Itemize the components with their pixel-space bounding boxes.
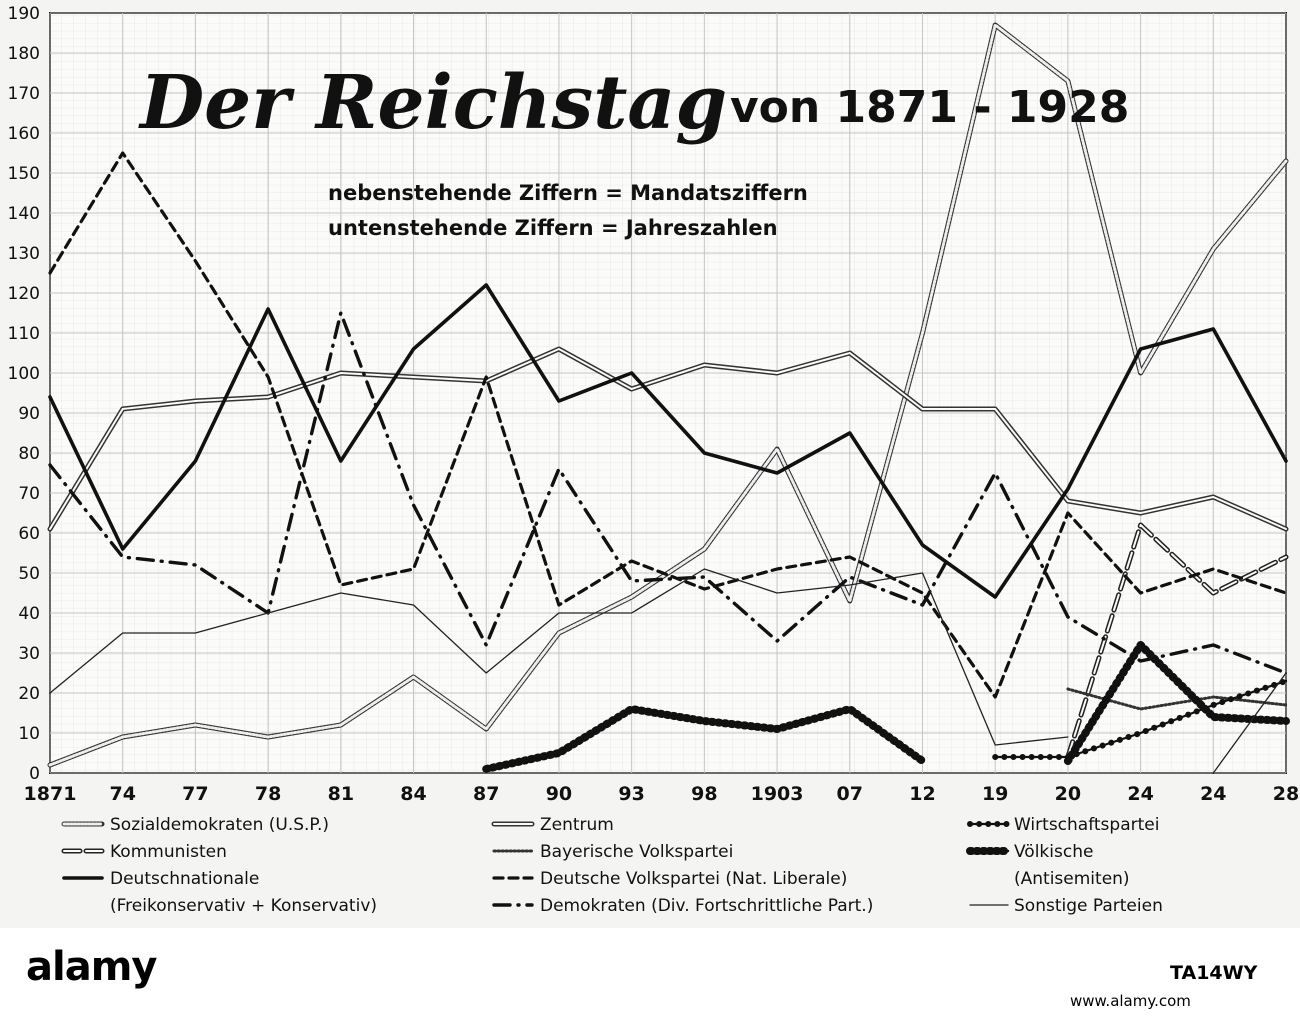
- y-tick-label: 20: [18, 684, 40, 704]
- legend-label: (Antisemiten): [1014, 869, 1130, 889]
- x-tick-label: 77: [182, 783, 209, 805]
- x-tick-label: 07: [836, 783, 863, 805]
- legend-label: Sonstige Parteien: [1014, 896, 1163, 916]
- legend-label: Demokraten (Div. Fortschrittliche Part.): [540, 896, 874, 916]
- legend-label: Deutsche Volkspartei (Nat. Liberale): [540, 869, 848, 889]
- x-tick-label: 1903: [750, 783, 804, 805]
- image-id: TA14WY: [1170, 962, 1258, 984]
- y-tick-label: 50: [18, 564, 40, 584]
- legend-label: Kommunisten: [110, 842, 227, 862]
- x-tick-label: 20: [1054, 783, 1082, 805]
- x-tick-label: 19: [981, 783, 1009, 805]
- legend-label: Sozialdemokraten (U.S.P.): [110, 815, 330, 835]
- y-tick-label: 80: [18, 444, 40, 464]
- legend-label: Zentrum: [540, 815, 614, 835]
- x-tick-label: 1871: [23, 783, 77, 805]
- y-tick-label: 160: [7, 124, 40, 144]
- x-tick-label: 98: [691, 783, 718, 805]
- legend-label: Deutschnationale: [110, 869, 260, 889]
- y-tick-label: 40: [18, 604, 40, 624]
- x-tick-label: 90: [545, 783, 573, 805]
- y-tick-label: 90: [18, 404, 40, 424]
- y-tick-label: 190: [7, 4, 40, 24]
- x-tick-label: 84: [400, 783, 427, 805]
- x-tick-label: 24: [1200, 783, 1227, 805]
- legend: [64, 815, 1163, 916]
- site-url: www.alamy.com: [1070, 992, 1191, 1010]
- x-tick-label: 93: [618, 783, 645, 805]
- chart-subtitle: von 1871 - 1928: [730, 82, 1130, 133]
- y-tick-label: 30: [18, 644, 40, 664]
- y-tick-label: 140: [7, 204, 40, 224]
- y-tick-label: 150: [7, 164, 40, 184]
- y-tick-label: 170: [7, 84, 40, 104]
- legend-label: Wirtschaftspartei: [1014, 815, 1160, 835]
- y-tick-label: 120: [7, 284, 40, 304]
- y-tick-label: 10: [18, 724, 40, 744]
- y-tick-label: 130: [7, 244, 40, 264]
- y-tick-label: 180: [7, 44, 40, 64]
- legend-label: (Freikonservativ + Konservativ): [110, 896, 378, 916]
- legend-label: Bayerische Volkspartei: [540, 842, 734, 862]
- y-tick-label: 110: [7, 324, 40, 344]
- x-tick-label: 87: [473, 783, 500, 805]
- brand-logo: alamy: [26, 944, 157, 990]
- y-tick-label: 70: [18, 484, 40, 504]
- y-tick-label: 0: [29, 764, 40, 784]
- legend-label: Völkische: [1014, 842, 1094, 862]
- x-tick-label: 28: [1272, 783, 1300, 805]
- x-tick-label: 78: [254, 783, 282, 805]
- y-tick-label: 100: [7, 364, 40, 384]
- y-tick-label: 60: [18, 524, 40, 544]
- note-years: untenstehende Ziffern = Jahreszahlen: [328, 216, 778, 240]
- note-mandate: nebenstehende Ziffern = Mandatsziffern: [328, 181, 808, 205]
- x-tick-label: 12: [909, 783, 936, 805]
- chart-title: Der Reichstag: [140, 60, 728, 146]
- x-tick-label: 74: [109, 783, 136, 805]
- x-tick-label: 81: [327, 783, 355, 805]
- x-tick-label: 24: [1127, 783, 1154, 805]
